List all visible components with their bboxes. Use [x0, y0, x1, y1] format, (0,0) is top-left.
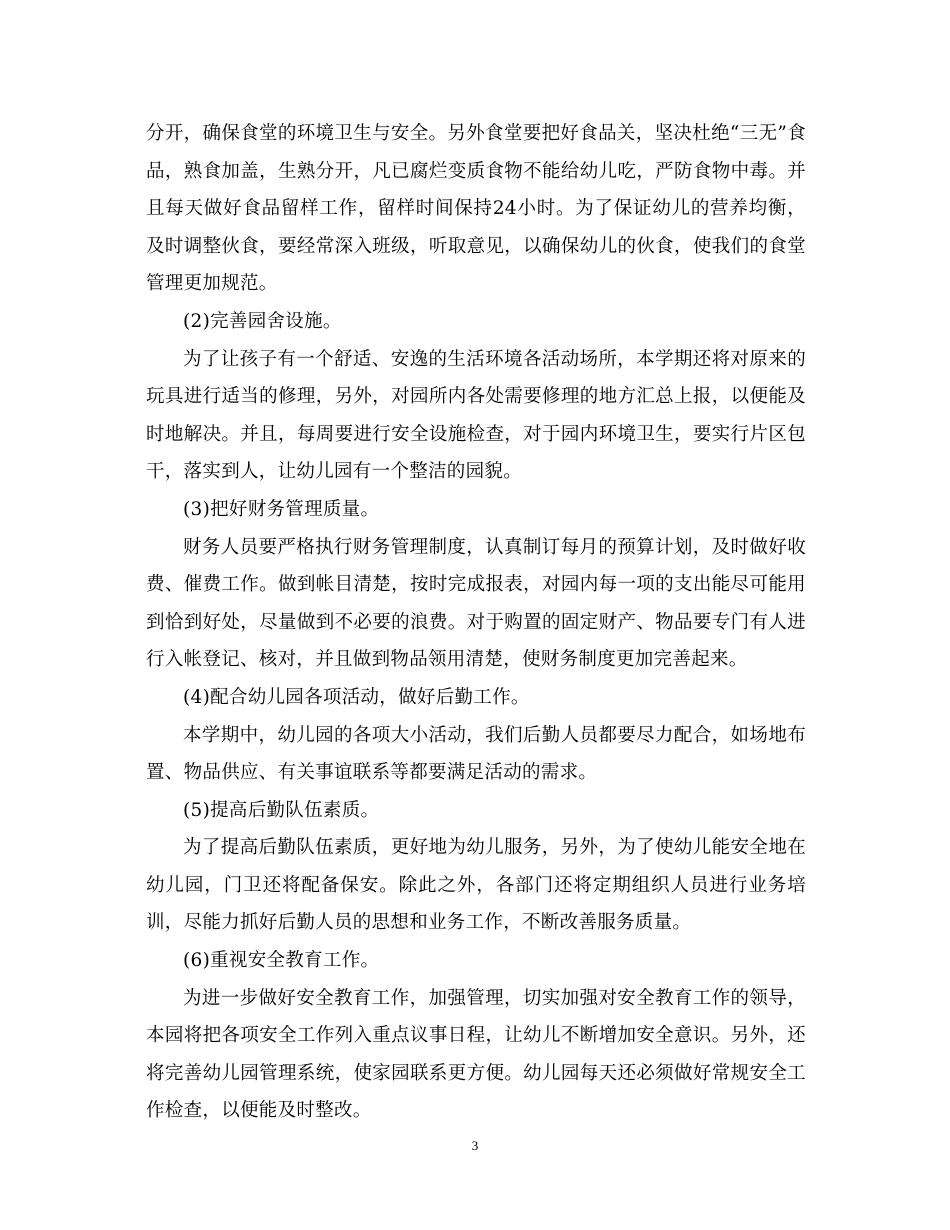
document-body	[146, 115, 806, 1130]
paragraph-safety-education: 为进一步做好安全教育工作，加强管理，切实加强对安全教育工作的领导，本园将把各项安全工作列入重点议事日程，让幼儿不断增加安全意识。另外，还将完善幼儿园管理系统，使家园联系更方便。幼儿园每天还必须做好常规安全工作检查，以便能及时整改。	[146, 987, 806, 1122]
paragraph-staff-quality: 为了提高后勤队伍素质，更好地为幼儿服务，另外，为了使幼儿能安全地在幼儿园，门卫还将配备保安。除此之外，各部门还将定期组织人员进行业务培训，尽能力抓好后勤人员的思想和业务工作，不断改善服务质量。	[146, 837, 806, 934]
paragraph-facilities: 为了让孩子有一个舒适、安逸的生活环境各活动场所，本学期还将对原来的玩具进行适当的修理，另外，对园所内各处需要修理的地方汇总上报，以便能及时地解决。并且，每周要进行安全设施检查，对于园内环境卫生，要实行片区包干，落实到人，让幼儿园有一个整洁的园貌。	[146, 348, 806, 483]
page-number: 3	[471, 1138, 479, 1153]
heading-finance-management: (3)把好财务管理质量。	[183, 498, 380, 520]
paragraph-canteen-continued: 分开，确保食堂的环境卫生与安全。另外食堂要把好食品关，坚决杜绝“三无”食品，熟食加盖，生熟分开，凡已腐烂变质食物不能给幼儿吃，严防食物中毒。并且每天做好食品留样工作，留样时间保持24小时。为了保证幼儿的营养均衡，及时调整伙食，要经常深入班级，听取意见，以确保幼儿的伙食，使我们的食堂管理更加规范。	[146, 123, 806, 295]
heading-support-activities: (4)配合幼儿园各项活动，做好后勤工作。	[183, 686, 530, 708]
paragraph-finance: 财务人员要严格执行财务管理制度，认真制订每月的预算计划，及时做好收费、催费工作。做到帐目清楚，按时完成报表，对园内每一项的支出能尽可能用到恰到好处，尽量做到不必要的浪费。对于购置的固定财产、物品要专门有人进行入帐登记、核对，并且做到物品领用清楚，使财务制度更加完善起来。	[146, 536, 806, 671]
heading-improve-facilities: (2)完善园舍设施。	[183, 310, 342, 332]
heading-staff-quality: (5)提高后勤队伍素质。	[183, 799, 380, 821]
paragraph-activities: 本学期中，幼儿园的各项大小活动，我们后勤人员都要尽力配合，如场地布置、物品供应、有关事谊联系等都要满足活动的需求。	[146, 724, 806, 784]
heading-safety-education: (6)重视安全教育工作。	[183, 950, 380, 972]
